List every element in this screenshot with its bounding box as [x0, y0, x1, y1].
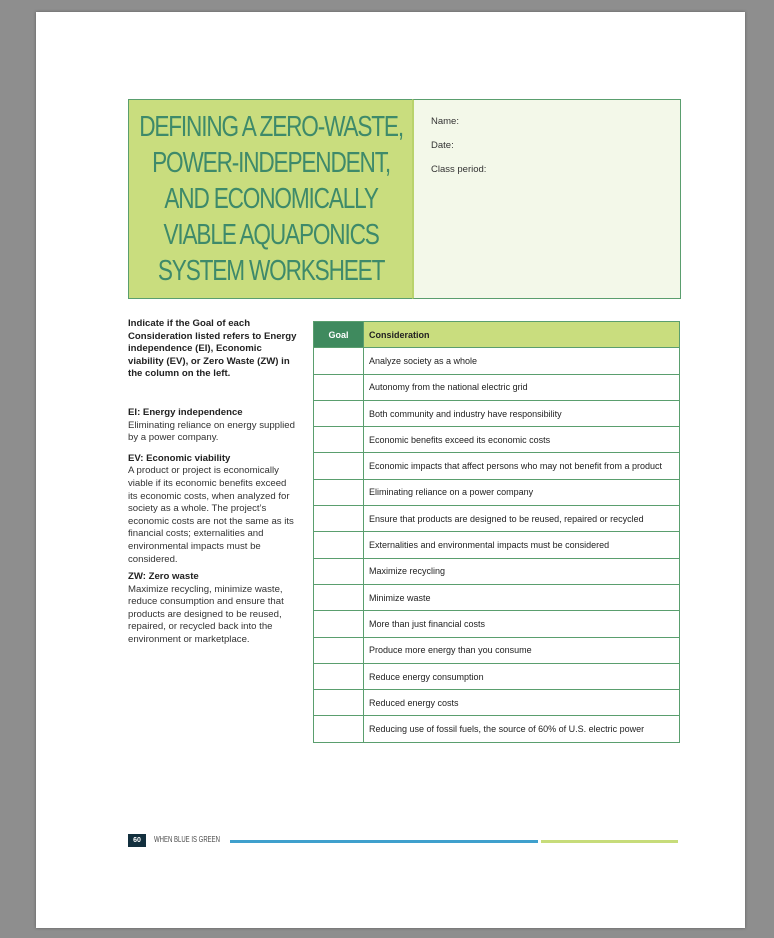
goal-cell[interactable]	[314, 506, 364, 532]
table-row	[314, 348, 680, 374]
goal-cell[interactable]	[314, 663, 364, 689]
student-info-box	[412, 99, 681, 299]
consideration-cell: Economic impacts that affect persons who may not benefit from a product	[364, 453, 680, 479]
goal-cell[interactable]	[314, 348, 364, 374]
goal-cell[interactable]	[314, 453, 364, 479]
table-header-row	[314, 322, 680, 348]
table-row	[314, 611, 680, 637]
date-label: Date:	[431, 140, 454, 151]
footer-bar-blue	[230, 840, 538, 843]
publication-title: WHEN BLUE IS GREEN	[154, 835, 221, 844]
consideration-cell: Analyze society as a whole	[364, 348, 680, 374]
name-label: Name:	[431, 116, 459, 127]
table-row	[314, 716, 680, 742]
consideration-cell: Ensure that products are designed to be reused, repaired or recycled	[364, 506, 680, 532]
consideration-cell: Reduce energy consumption	[364, 663, 680, 689]
table-row	[314, 453, 680, 479]
consideration-cell: Reducing use of fossil fuels, the source of 60% of U.S. electric power	[364, 716, 680, 742]
goal-cell[interactable]	[314, 584, 364, 610]
consideration-cell: Autonomy from the national electric grid	[364, 374, 680, 400]
page-footer	[128, 833, 678, 849]
consideration-cell: Reduced energy costs	[364, 690, 680, 716]
consideration-cell: Maximize recycling	[364, 558, 680, 584]
document-page	[36, 12, 745, 928]
table-row	[314, 427, 680, 453]
goal-cell[interactable]	[314, 400, 364, 426]
table-row	[314, 690, 680, 716]
consideration-cell: Eliminating reliance on a power company	[364, 479, 680, 505]
instructions-panel	[128, 318, 298, 647]
definition-body: A product or project is economically viable if its economic benefits exceed its economic costs, when analyzed for society as a whole. The project’s economic costs are not the same as its financial costs; externalities and environmental impacts must be considered.	[128, 465, 294, 565]
table-row	[314, 400, 680, 426]
goal-cell[interactable]	[314, 637, 364, 663]
goal-column-header: Goal	[314, 322, 364, 348]
worksheet-title	[139, 109, 403, 289]
definition-ei	[128, 407, 298, 445]
title-line: AND ECONOMICALLY	[164, 183, 378, 215]
table-row	[314, 479, 680, 505]
table-row	[314, 663, 680, 689]
title-line: POWER-INDEPENDENT,	[152, 147, 390, 179]
consideration-cell: Economic benefits exceed its economic costs	[364, 427, 680, 453]
title-box	[128, 99, 414, 299]
table-row	[314, 506, 680, 532]
goal-cell[interactable]	[314, 611, 364, 637]
definition-title: ZW: Zero waste	[128, 571, 199, 583]
title-line: VIABLE AQUAPONICS	[163, 219, 379, 251]
class-period-label: Class period:	[431, 164, 487, 175]
definition-title: EI: Energy independence	[128, 406, 243, 418]
table-row	[314, 532, 680, 558]
definition-zw	[128, 571, 298, 647]
definition-ev	[128, 453, 298, 566]
consideration-cell: Externalities and environmental impacts must be considered	[364, 532, 680, 558]
consideration-cell: More than just financial costs	[364, 611, 680, 637]
title-line: DEFINING A ZERO-WASTE,	[139, 111, 403, 143]
title-line: SYSTEM WORKSHEET	[157, 255, 385, 287]
consideration-column-header: Consideration	[364, 322, 680, 348]
consideration-cell: Minimize waste	[364, 584, 680, 610]
footer-bar-green	[541, 840, 678, 843]
goal-cell[interactable]	[314, 716, 364, 742]
definition-body: Eliminating reliance on energy supplied by a power company.	[128, 419, 295, 444]
consideration-cell: Produce more energy than you consume	[364, 637, 680, 663]
goal-cell[interactable]	[314, 690, 364, 716]
considerations-table	[313, 321, 680, 743]
goal-cell[interactable]	[314, 427, 364, 453]
page-number-badge: 60	[128, 834, 146, 847]
definition-body: Maximize recycling, minimize waste, reduce consumption and ensure that products are designed to be reused, repaired, or recycled back into the environment or marketplace.	[128, 583, 284, 646]
table-row	[314, 558, 680, 584]
consideration-cell: Both community and industry have responsibility	[364, 400, 680, 426]
table-row	[314, 374, 680, 400]
definition-title: EV: Economic viability	[128, 452, 231, 464]
goal-cell[interactable]	[314, 374, 364, 400]
table-row	[314, 637, 680, 663]
goal-cell[interactable]	[314, 479, 364, 505]
goal-cell[interactable]	[314, 532, 364, 558]
instructions-text: Indicate if the Goal of each Consideration listed refers to Energy independence (EI), Economic viability (EV), or Zero Waste (ZW) in the column on the left.	[128, 318, 297, 380]
table-row	[314, 584, 680, 610]
goal-cell[interactable]	[314, 558, 364, 584]
